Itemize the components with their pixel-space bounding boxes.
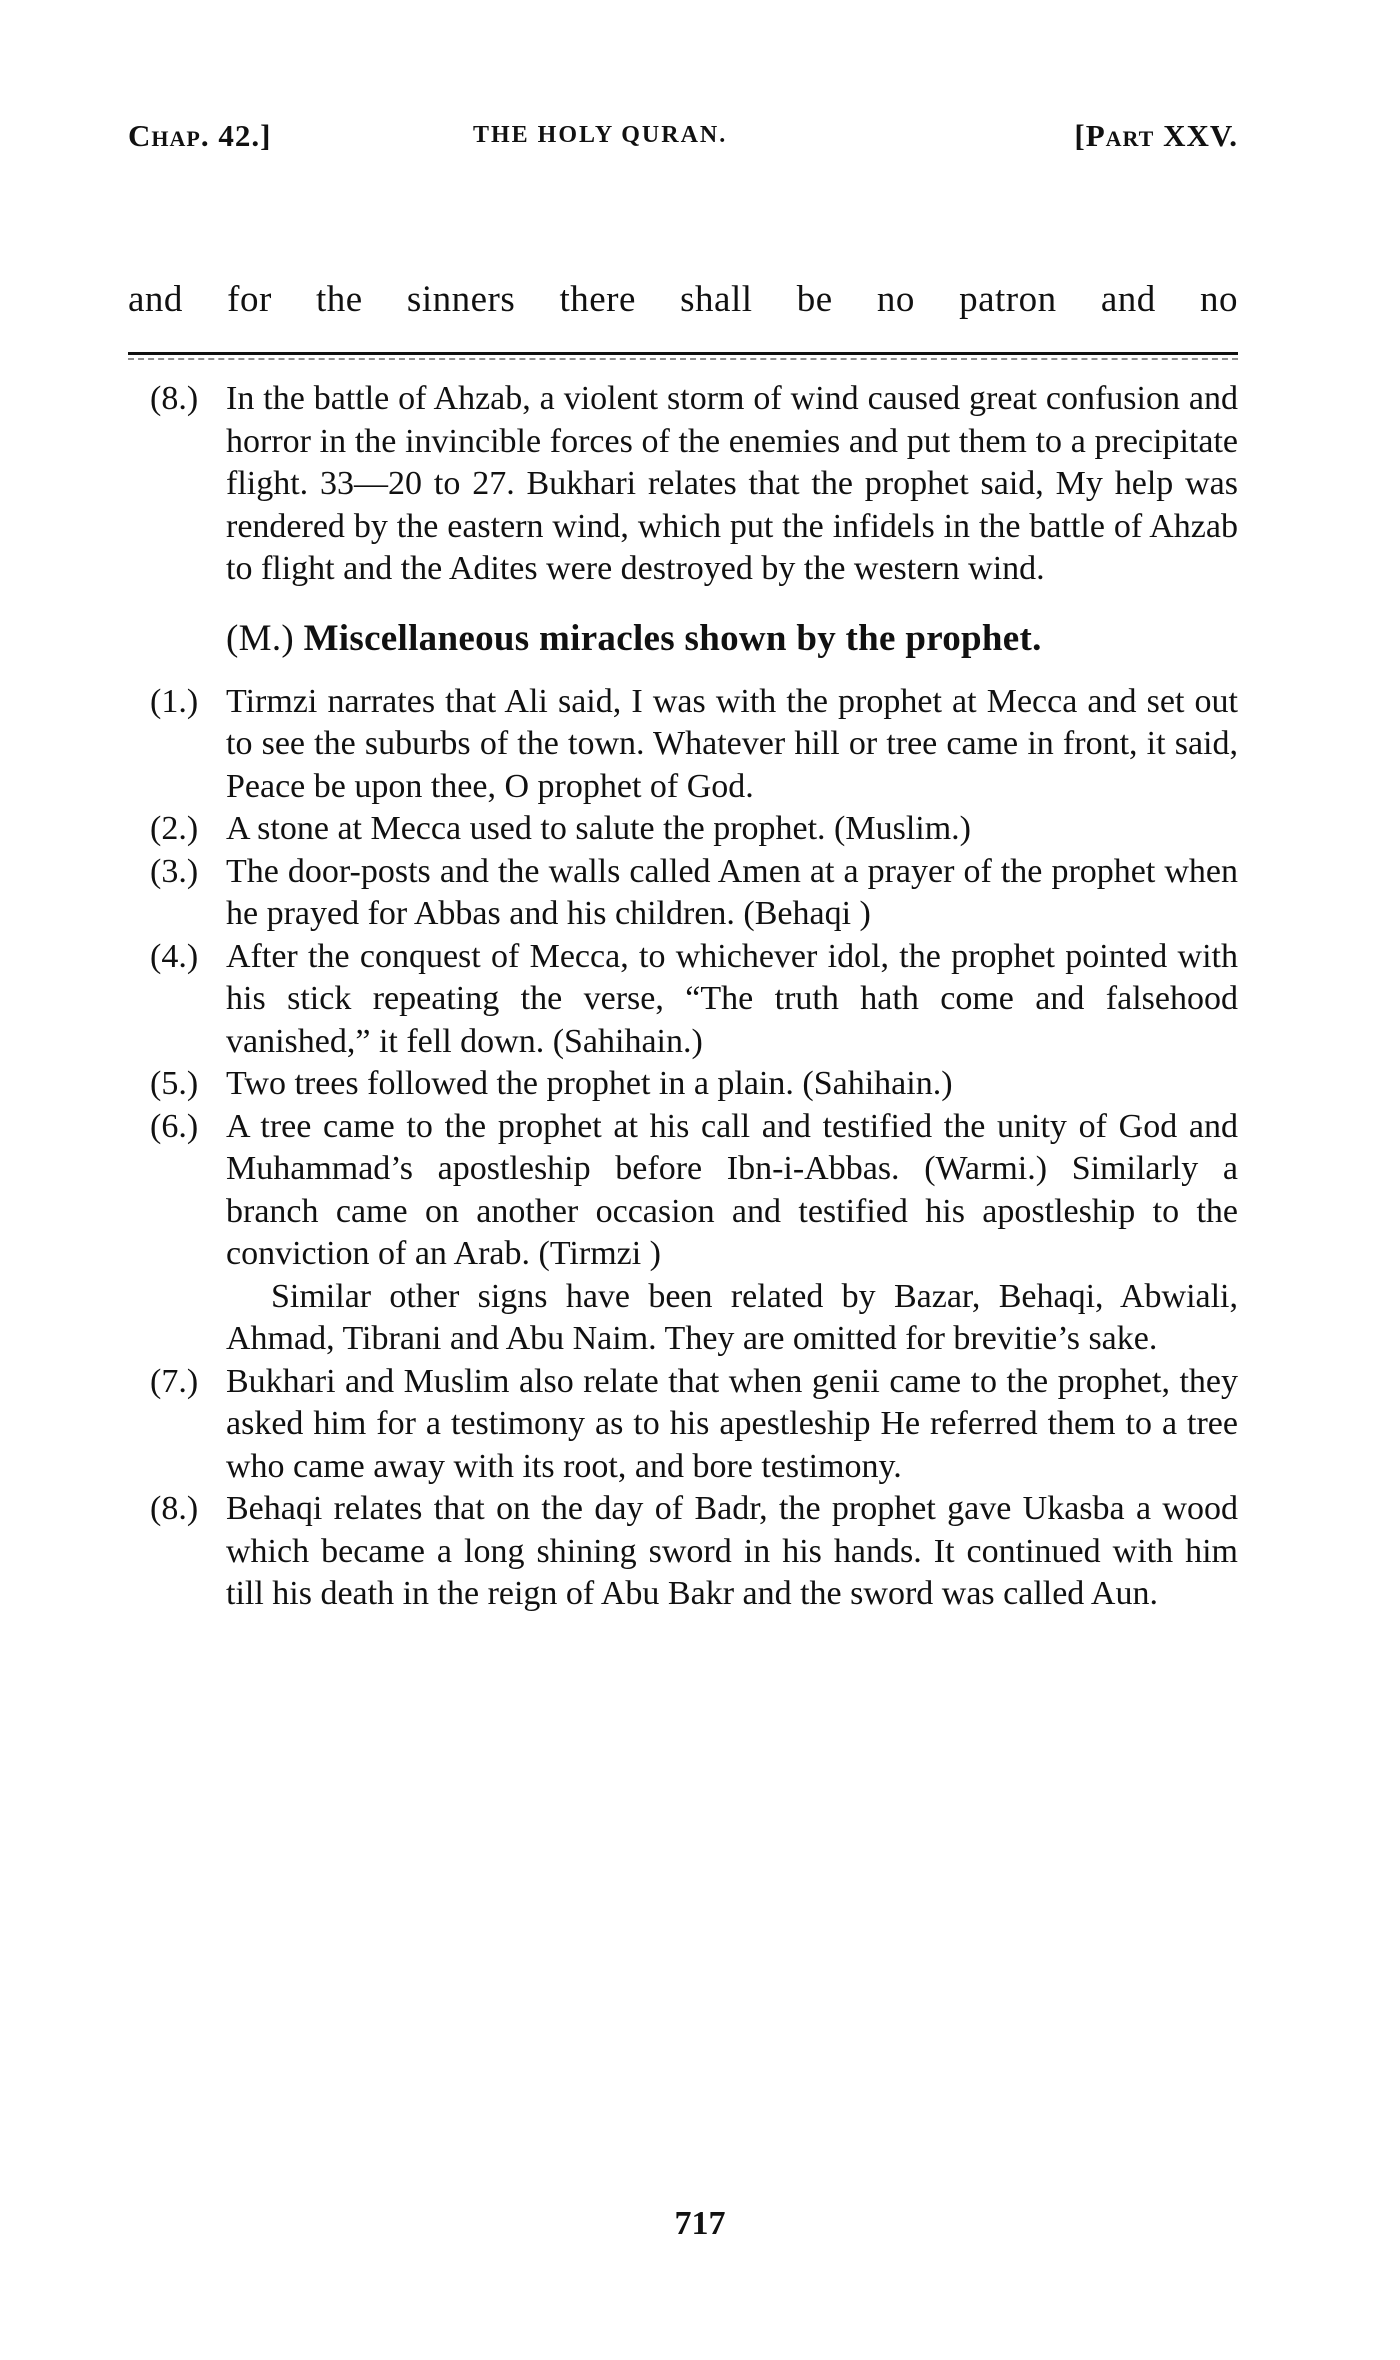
item-number: (8.) — [150, 380, 199, 417]
chapter-label: Chap. 42.] — [128, 118, 272, 153]
footnote-rule-secondary — [128, 358, 1238, 360]
list-item — [128, 1488, 1238, 1616]
carryover-line: and for the sinners there shall be no patron and no — [128, 279, 1238, 320]
item-number: (4.) — [150, 937, 199, 975]
item-text: Two trees followed the prophet in a plain. (Sahihain.) — [226, 1065, 953, 1102]
note-paragraph: Similar other signs have been related by Bazar, Behaqi, Abwiali, Ahmad, Tibrani and Abu Naim. They are omitted for brevitie’s sake. — [226, 1277, 1238, 1357]
item-number: (1.) — [150, 682, 199, 720]
item-number: (7.) — [150, 1362, 199, 1400]
item-text: The door-posts and the walls called Amen at a prayer of the prophet when he prayed for Abbas and his children. (Behaqi ) — [226, 852, 1238, 932]
item-text: In the battle of Ahzab, a violent storm of wind caused great confusion and horror in the invincible forces of the enemies and put them to a precipitate flight. 33—20 to 27. Bukhari relates that the prophet said, My help was rendered by the eastern wind, which put the infidels in the battle of Ahzab to flight and the Adites were destroyed by the western wind. — [226, 380, 1238, 587]
part-label: [Part XXV. — [1074, 118, 1238, 153]
section-mark: (M.) — [226, 617, 294, 659]
list-item — [128, 1361, 1238, 1489]
item-text: Behaqi relates that on the day of Badr, the prophet gave Ukasba a wood which became a long shining sword in his hands. It continued with him till his death in the reign of Abu Bakr and the sword was called Aun. — [226, 1490, 1238, 1612]
book-title: THE HOLY QURAN. — [473, 122, 728, 148]
footnote-item — [128, 378, 1238, 591]
item-text: After the conquest of Mecca, to whichever idol, the prophet pointed with his stick repeating the verse, “The truth hath come and falsehood vanished,” it fell down. (Sahihain.) — [226, 937, 1238, 1060]
list-item — [128, 681, 1238, 809]
item-text: A stone at Mecca used to salute the prophet. (Muslim.) — [226, 810, 971, 847]
list-item — [128, 851, 1238, 936]
item-number: (6.) — [150, 1107, 199, 1145]
section-title: Miscellaneous miracles shown by the prophet. — [303, 617, 1042, 659]
item-number: (3.) — [150, 852, 199, 890]
item-number: (2.) — [150, 810, 199, 847]
list-item — [128, 936, 1238, 1064]
page-body — [128, 378, 1238, 1616]
item-text: Tirmzi narrates that Ali said, I was with the prophet at Mecca and set out to see the suburbs of the town. Whatever hill or tree came in front, it said, Peace be upon thee, O prophet of God. — [226, 682, 1238, 805]
list-item — [128, 1063, 1238, 1106]
running-head — [128, 118, 1238, 168]
item-text: Bukhari and Muslim also relate that when genii came to the prophet, they asked him for a testimony as to his apestleship He referred them to a tree who came away with its root, and bore testimony. — [226, 1362, 1238, 1485]
footnote-rule — [128, 352, 1238, 355]
list-item — [128, 1106, 1238, 1276]
item-number: (8.) — [150, 1490, 199, 1527]
list-item — [128, 808, 1238, 851]
page-number: 717 — [674, 2205, 726, 2242]
item-number: (5.) — [150, 1065, 199, 1102]
section-heading — [128, 619, 1238, 659]
item-text: A tree came to the prophet at his call and testified the unity of God and Muhammad’s apostleship before Ibn-i-Abbas. (Warmi.) Similarly a branch came on another occasion and testified his apostleship to the conviction of an Arab. (Tirmzi ) — [226, 1107, 1238, 1272]
